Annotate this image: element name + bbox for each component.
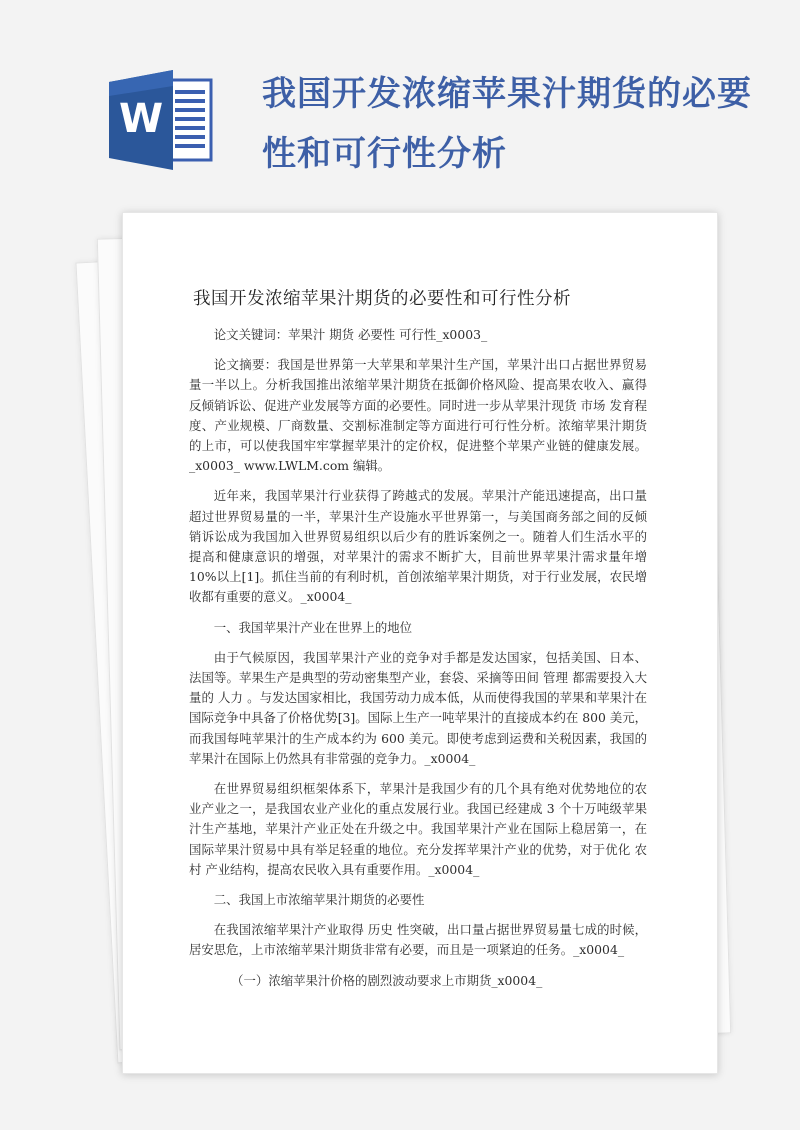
body-paragraph: 近年来，我国苹果汁行业获得了跨越式的发展。苹果汁产能迅速提高，出口量超过世界贸易量的一半，苹果汁生产设施水平世界第一，与美国商务部之间的反倾销诉讼成为我国加入世界贸易组织以后少有的胜诉案例之一。随着人们生活水平的提高和健康意识的增强，对苹果汁的需求不断扩大，目前世界苹果汁需求量年增 10%以上[1]。抓住当前的有利时机，首创浓缩苹果汁期货，对于行业发展，农民增收都有重要的意义。_x0004_ [189, 488, 647, 605]
document-body [189, 325, 647, 1001]
section-heading: 一、我国苹果汁产业在世界上的地位 [213, 619, 413, 635]
word-document-icon [107, 66, 217, 174]
body-paragraph: 在我国浓缩苹果汁产业取得 历史 性突破，出口量占据世界贸易量七成的时候，居安思危，上市浓缩苹果汁期货非常有必要，而且是一项紧迫的任务。_x0004_ [189, 922, 647, 958]
abstract-paragraph: 论文摘要：我国是世界第一大苹果和苹果汁生产国，苹果汁出口占据世界贸易量一半以上。分析我国推出浓缩苹果汁期货在抵御价格风险、提高果农收入、赢得反倾销诉讼、促进产业发展等方面的必要性。同时进一步从苹果汁现货 市场 发育程度、产业规模、厂商数量、交割标准制定等方面进行可行性分析。浓缩苹果汁期货的上市，可以使我国牢牢掌握苹果汁的定价权，促进整个苹果产业链的健康发展。_x0003_ www.LWLM.com 编辑。 [189, 357, 647, 474]
body-paragraph: 在世界贸易组织框架体系下，苹果汁是我国少有的几个具有绝对优势地位的农业产业之一，是我国农业产业化的重点发展行业。我国已经建成 3 个十万吨级苹果汁生产基地，苹果汁产业正处在升级之中。我国苹果汁产业在国际上稳居第一，在国际苹果汁贸易中具有举足轻重的地位。充分发挥苹果汁产业的优势，对于优化 农村 产业结构，提高农民收入具有重要作用。_x0004_ [189, 781, 647, 877]
section-heading: 二、我国上市浓缩苹果汁期货的必要性 [213, 892, 425, 908]
body-paragraph: 由于气候原因，我国苹果汁产业的竞争对手都是发达国家，包括美国、日本、法国等。苹果生产是典型的劳动密集型产业，套袋、采摘等田间 管理 都需要投入大量的 人力 。与发达国家相比，我国劳动力成本低，从而使得我国的苹果和苹果汁在国际竞争中具备了价格优势[3]。国际上生产一吨苹果汁的直接成本约在 800 美元，而我国每吨苹果汁的生产成本约为 600 美元。即使考虑到运费和关税因素，我国的苹果汁在国际上仍然具有非常强的竞争力。_x0004_ [189, 649, 647, 766]
logo-letter: W [119, 96, 164, 142]
header [0, 0, 800, 210]
document-page [122, 212, 718, 1074]
keywords-paragraph: 论文关键词：苹果汁 期货 必要性 可行性_x0003_ [213, 327, 488, 342]
subsection-heading: （一）浓缩苹果汁价格的剧烈波动要求上市期货_x0004_ [231, 972, 543, 988]
header-title: 我国开发浓缩苹果汁期货的必要性和可行性分析 [262, 74, 752, 174]
document-title: 我国开发浓缩苹果汁期货的必要性和可行性分析 [193, 289, 571, 309]
